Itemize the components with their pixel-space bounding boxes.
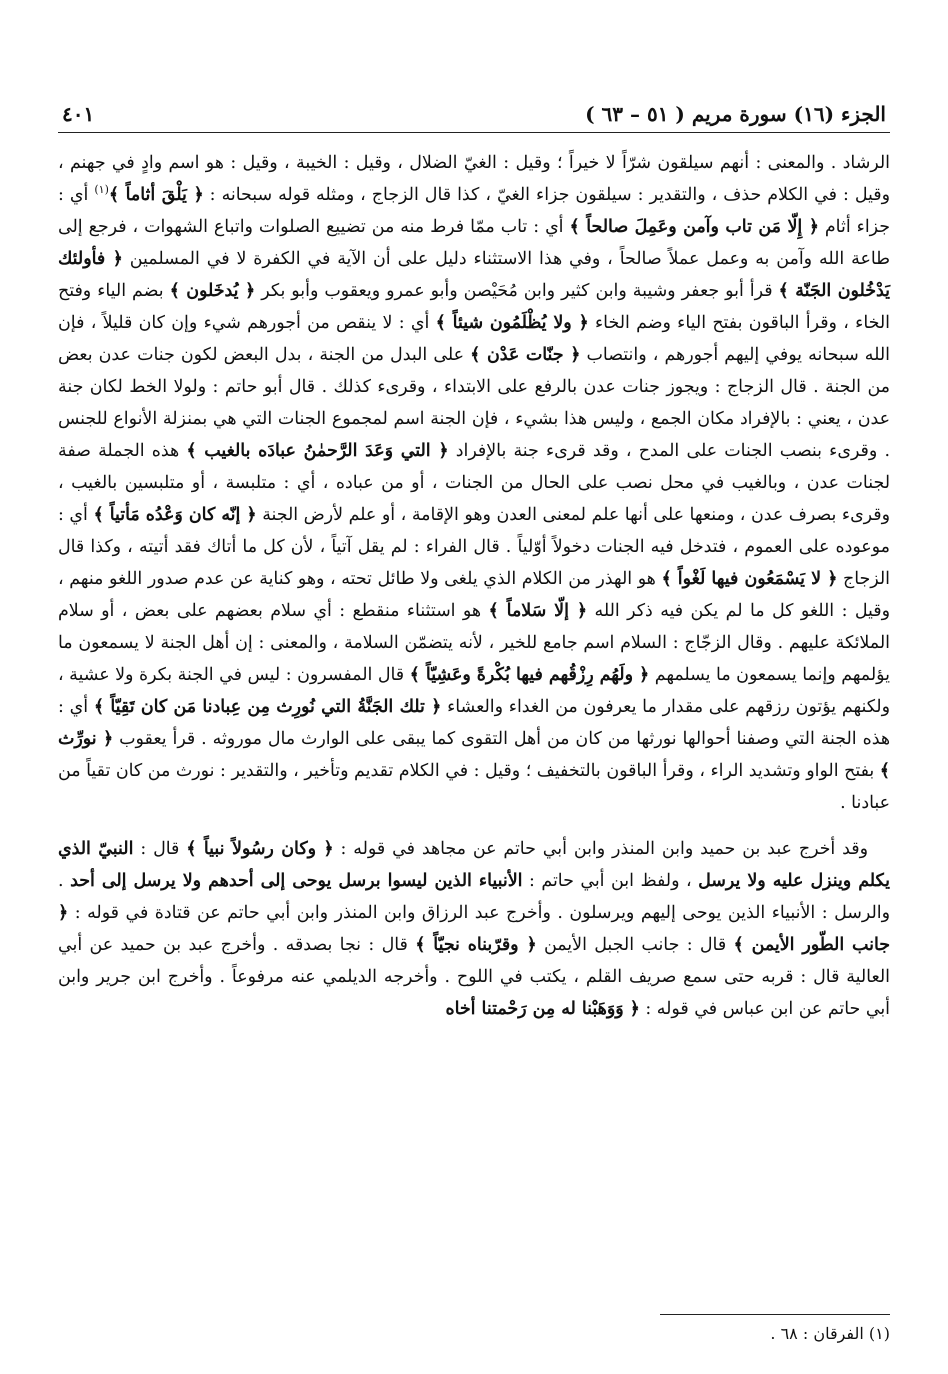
- running-title: الجزء (١٦) سورة مريم ( ٥١ – ٦٣ ): [585, 102, 886, 126]
- footnote-divider: [660, 1314, 890, 1315]
- quran-quote: ﴿ جانب الطّور الأيمن ﴾: [58, 903, 890, 955]
- text-run: قال : نجا بصدقه . وأخرج عبد بن حميد عن أبي العالية قال : قربه حتى سمع صريف القلم ، يكتب في اللوح . وأخرجه الديلمي عنه مرفوعاً . وأخرج ابن جرير وابن أبي حاتم عن ابن عباس في قوله :: [58, 935, 890, 1019]
- quran-quote: ﴿ إِلّا مَن تاب وآمن وعَمِلَ صالحاً ﴾: [569, 217, 819, 237]
- bold-quote: الأنبياء الذين ليسوا برسل يوحى إلى أحدهم ولا يرسل إلى أحد: [70, 871, 523, 891]
- text-run: بضم الياء وفتح الخاء ، وقرأ الباقون بفتح الياء وضم الخاء: [58, 281, 890, 333]
- text-run: أي : تاب ممّا فرط منه من تضييع الصلوات واتباع الشهوات ، فرجع إلى طاعة الله وآمن به وعمل عملاً صالحاً ، وفي هذا الاستثناء دليل على أن الآية في الكفرة لا في المسلمين: [58, 217, 890, 269]
- text-run: أي : هذه الجنة التي وصفنا أحوالها نورثها من كان من أهل التقوى كما يبقى على الوارث مال موروثه . قرأ يعقوب: [58, 697, 890, 749]
- page-number: ٤٠١: [62, 102, 95, 126]
- text-run: قال : جانب الجبل الأيمن: [536, 935, 734, 955]
- text-run: هذه الجملة صفة لجنات عدن ، وبالغيب في محل نصب على الحال من الجنات ، أو من عباده ، أي : متلبسة ، أو متلبسين بالغيب ، وقرىء بصرف عدن ، ومنعها على أنها علم لمعنى العدن وهو الإقامة ، أو علم لأرض الجنة: [58, 441, 890, 525]
- text-run: أي : لا ينقص من أجورهم شيء وإن كان قليلاً ، فإن الله سبحانه يوفي إليهم أجورهم ، وانتصاب: [58, 313, 890, 365]
- quran-quote: ﴿ إنّه كان وَعْدُه مَأتياً ﴾: [93, 505, 257, 525]
- quran-quote: ﴿ وَوَهَبْنا له مِن رَحْمتنا أخاه: [445, 999, 640, 1019]
- bold-quote: النبيّ الذي يكلم وينزل عليه ولا يرسل: [58, 839, 890, 891]
- text-run: هو الهذر من الكلام الذي يلغى ولا طائل تحته ، وهو كناية عن عدم صدور اللغو منهم ، وقيل : اللغو كل ما لم يكن فيه ذكر الله: [58, 569, 890, 621]
- text-run: ، ولفظ ابن أبي حاتم :: [522, 871, 699, 891]
- quran-quote: ﴿ تلك الجَنَّةُ التي نُورِث مِن عِبادنا مَن كان تَقِيّاً ﴾: [93, 697, 442, 717]
- quran-quote: ﴿ يَلْقَ أثاماً ﴾: [108, 185, 204, 205]
- quran-quote: ﴿ إلّا سَلاماً ﴾: [488, 601, 588, 621]
- text-run: على البدل من الجنة ، بدل البعض لكون جنات عدن بعض من الجنة . قال الزجاج : ويجوز جنات عدن بالرفع على الابتداء ، وقرىء كذلك . قال أبو حاتم : ولولا الخط لكان جنة عدن ، يعني : بالإفراد مكان الجمع ، وليس هذا بشيء ، فإن الجنة اسم لمجموع الجنات التي هي بمنزلة الأنواع للجنس . وقرىء بنصب الجنات على المدح ، وقد قرىء جنة بالإفراد: [58, 345, 890, 461]
- text-run: هو استثناء منقطع : أي سلام بعضهم على بعض ، أو سلام الملائكة عليهم . وقال الزجّاج : السلام اسم جامع للخير ، لأنه يتضمّن السلامة ، والمعنى : إن أهل الجنة لا يسمعون ما يؤلمهم وإنما يسمعون ما يسلمهم: [58, 601, 890, 685]
- quran-quote: ﴿ يُدخَلون ﴾: [169, 281, 256, 301]
- book-page: [58, 96, 890, 1366]
- quran-quote: ﴿ ولَهُم رِزْقُهم فيها بُكْرةً وعَشِيّاً ﴾: [409, 665, 650, 685]
- footnote: (١) الفرقان : ٦٨ .: [770, 1324, 890, 1343]
- text-run: قال المفسرون : ليس في الجنة بكرة ولا عشية ، ولكنهم يؤتون رزقهم على مقدار ما يعرفون من الغداء والعشاء: [58, 665, 891, 717]
- text-run: . والرسل : الأنبياء الذين يوحى إليهم ويرسلون . وأخرج عبد الرزاق وابن المنذر وابن أبي حاتم عن قتادة في قوله :: [58, 871, 890, 923]
- quran-quote: ﴿ وكان رسُولاً نبياً ﴾: [186, 839, 334, 859]
- quran-quote: ﴿ جنّات عَدْن ﴾: [470, 345, 581, 365]
- page-header: [58, 96, 890, 133]
- text-run: الرشاد . والمعنى : أنهم سيلقون شرّاً لا خيراً ؛ وقيل : الغيّ الضلال ، وقيل : الخيبة ، وقيل : هو اسم وادٍ في جهنم ، وقيل : في الكلام حذف ، والتقدير : سيلقون جزاء الغيّ ، كذا قال الزجاج ، ومثله قوله سبحانه :: [58, 153, 891, 205]
- quran-quote: ﴿ لا يَسْمَعُون فيها لَغْواً ﴾: [661, 569, 838, 589]
- text-run: أي : موعوده على العموم ، فتدخل فيه الجنات دخولاً أوّلياً . قال الفراء : لم يقل آتياً ، لأن كل ما أتاك فقد أتيته ، وكذا قال الزجاج: [58, 505, 891, 589]
- quran-quote: ﴿ نورِّث ﴾: [58, 729, 890, 781]
- text-run: قرأ أبو جعفر وشيبة وابن كثير وابن مُحَيْصن وأبو عمرو ويعقوب وأبو بكر: [255, 281, 779, 301]
- body-text: [58, 147, 890, 1025]
- footnote-marker: (١): [94, 183, 109, 197]
- quran-quote: ﴿ التي وَعَدَ الرَّحمٰنُ عبادَه بالغيب ﴾: [186, 441, 449, 461]
- text-run: بفتح الواو وتشديد الراء ، وقرأ الباقون بالتخفيف ؛ وقيل : في الكلام تقديم وتأخير ، والتقدير : نورث من كان تقياً من عبادنا .: [58, 761, 890, 813]
- text-run: وقد أخرج عبد بن حميد وابن المنذر وابن أبي حاتم عن مجاهد في قوله :: [333, 839, 868, 859]
- paragraph-commentary: [58, 147, 890, 819]
- quran-quote: ﴿ وقرّبناه نجيّاً ﴾: [415, 935, 537, 955]
- quran-quote: ﴿ ولا يُظْلَمُون شيئاً ﴾: [435, 313, 589, 333]
- text-run: قال :: [133, 839, 187, 859]
- paragraph-narrations: [58, 833, 890, 1025]
- text-run: أي : جزاء أثام: [58, 185, 890, 237]
- quran-quote: ﴿ فأولئك يَدْخُلون الجَنّة ﴾: [58, 249, 890, 301]
